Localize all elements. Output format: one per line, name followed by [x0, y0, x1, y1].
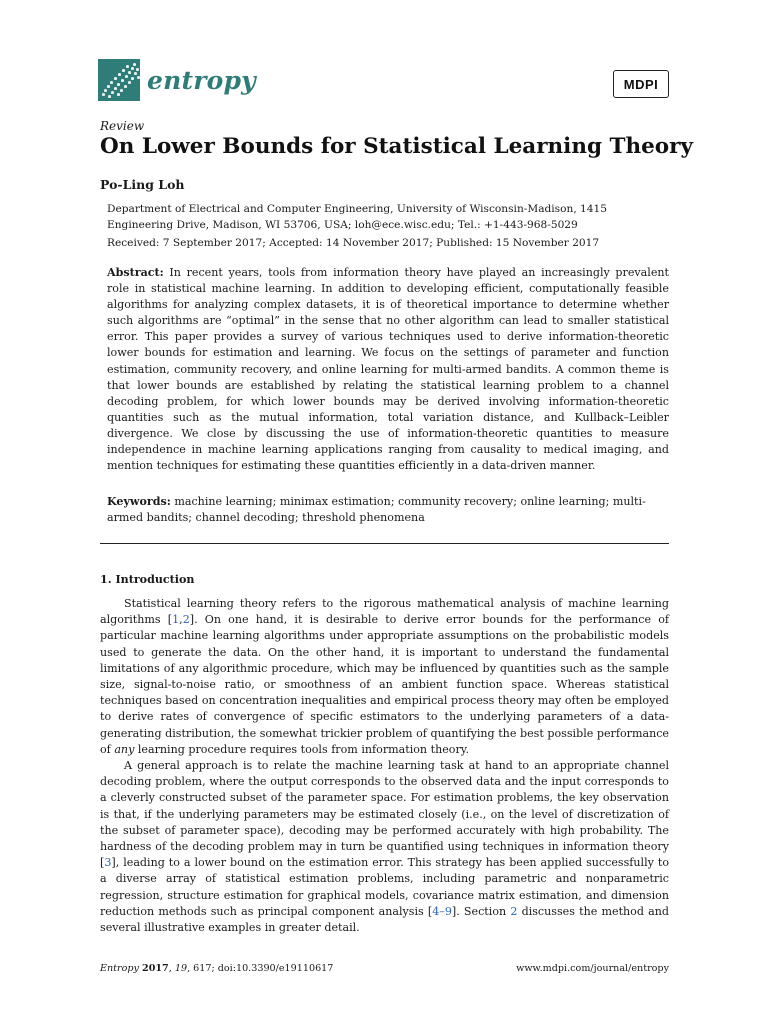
journal-logo[interactable] — [98, 58, 256, 102]
logo-dot — [136, 68, 139, 71]
footer-volume: 19 — [174, 963, 188, 974]
logo-dot — [126, 65, 129, 68]
logo-dot — [125, 75, 128, 78]
text-run: , — [179, 613, 183, 627]
section-heading: 1. Introduction — [100, 573, 195, 586]
text-run: ]. On one hand, it is desirable to derive error bounds for the performance of particular machine learning algorithms under appropriate assumptions on the probabilistic models used to generate the data. On the other hand, it is important to understand the fundamental limitations of any algorithmic procedure, which may be influenced by quantities such as the sample size, signal-to-noise ratio, or smoothness of an ambient function space. Whereas statistical techniques based on concentration inequalities and empirical process theory may often be employed to derive rates of convergence of specific estimators to the underlying parameters of a data-generating distribution, the somewhat trickier problem of quantifying the best possible performance of — [100, 613, 669, 756]
logo-dot — [128, 81, 131, 84]
footer-citation: Entropy 2017, 19, 617; doi:10.3390/e19110617 — [100, 963, 334, 974]
text-run: Statistical learning theory refers to the rigorous mathematical analysis of machine learning algorithms [ — [100, 597, 669, 627]
keywords-label: Keywords: — [107, 495, 171, 508]
abstract-label: Abstract: — [107, 266, 164, 279]
logo-dot — [122, 69, 125, 72]
logo-dot — [107, 85, 110, 88]
logo-dot — [117, 93, 120, 96]
text-run: discusses the method and several illustrative examples in greater detail. — [100, 904, 669, 935]
logo-dot — [131, 77, 134, 80]
footer-doi: , 617; doi:10.3390/e19110617 — [187, 963, 334, 974]
publisher-logo[interactable] — [613, 70, 669, 98]
emphasis-text: any — [114, 742, 135, 756]
logo-dot — [108, 95, 111, 98]
abstract-text: In recent years, tools from information theory have played an increasingly prevalent role in statistical machine learning. In addition to developing efficient, computationally feasible algorithms for analyzing complex datasets, it is of theoretical importance to determine whether such algorithms are “optimal” in the sense that no other algorithm can lead to smaller statistical error. This paper provides a survey of various techniques used to derive information-theoretic lower bounds for estimation and learning. We focus on the settings of parameter and function estimation, community recovery, and online learning for multi-armed bandits. A common theme is that lower bounds are established by relating the statistical learning problem to a channel decoding problem, for which lower bounds may be derived involving information-theoretic quantities such as the mutual information, total variation distance, and Kullback–Leibler divergence. We close by discussing the use of information-theoretic quantities to measure independence in machine learning applications ranging from causality to medical imaging, and mention techniques for estimating these quantities efficiently in a data-driven manner. — [107, 266, 669, 473]
section-divider — [100, 543, 669, 544]
citation-link[interactable]: 3 — [104, 856, 112, 870]
logo-dot — [114, 77, 117, 80]
logo-dot — [110, 81, 113, 84]
section-link[interactable]: 2 — [510, 904, 518, 918]
article-title: On Lower Bounds for Statistical Learning Theory — [100, 134, 693, 159]
logo-dot — [134, 72, 137, 75]
author-name: Po-Ling Loh — [100, 177, 185, 192]
logo-dot — [128, 71, 131, 74]
footer-url[interactable]: www.mdpi.com/journal/entropy — [516, 963, 669, 974]
logo-dot — [133, 63, 136, 66]
logo-dot — [131, 67, 134, 70]
paragraph-1 — [100, 596, 669, 758]
article-type: Review — [100, 119, 145, 133]
body-text — [100, 596, 669, 936]
journal-name: entropy — [147, 65, 256, 95]
footer-journal: Entropy — [100, 963, 139, 974]
text-run: ]. Section — [451, 904, 511, 918]
logo-dot — [124, 85, 127, 88]
keywords — [107, 494, 669, 526]
entropy-logo-icon — [98, 59, 140, 101]
keywords-text: machine learning; minimax estimation; community recovery; online learning; multi-armed bandits; channel decoding; threshold phenomena — [107, 495, 646, 524]
citation-link[interactable]: 1 — [172, 613, 180, 627]
logo-dot — [111, 91, 114, 94]
logo-dot — [118, 73, 121, 76]
logo-dot — [137, 76, 140, 79]
citation-link[interactable]: 2 — [182, 613, 190, 627]
publication-dates: Received: 7 September 2017; Accepted: 14 November 2017; Published: 15 November 2017 — [107, 237, 600, 249]
mdpi-icon: MDPI — [613, 70, 669, 98]
logo-dot — [102, 93, 105, 96]
author-affiliation: Department of Electrical and Computer Engineering, University of Wisconsin-Madison, 1415 Engineering Drive, Madison, WI 53706, USA; loh@ece.wisc.edu; Tel.: +1-443-968-5029 — [107, 203, 608, 231]
logo-dot — [104, 89, 107, 92]
logo-dot — [121, 79, 124, 82]
footer-year: 2017 — [142, 963, 169, 974]
logo-dot — [120, 89, 123, 92]
abstract — [107, 265, 669, 474]
logo-dot — [114, 87, 117, 90]
text-run: A general approach is to relate the machine learning task at hand to an appropriate channel decoding problem, where the output corresponds to the observed data and the input corresponds to a cleverly constructed subset of the parameter space. For estimation problems, the key observation is that, if the underlying parameters may be estimated closely (i.e., on the level of discretization of the subset of parameter space), decoding may be performed accurately with high probability. The hardness of the decoding problem may in turn be quantified using techniques in information theory [ — [100, 759, 669, 870]
text-run: ], leading to a lower bound on the estimation error. This strategy has been applied successfully to a diverse array of statistical estimation problems, including parametric and nonparametric regression, structure estimation for graphical models, covariance matrix estimation, and dimension reduction methods such as principal component analysis [ — [100, 856, 669, 918]
logo-dot — [117, 83, 120, 86]
text-run: learning procedure requires tools from information theory. — [134, 742, 470, 756]
citation-link[interactable]: 4–9 — [432, 904, 452, 918]
paragraph-2 — [100, 758, 669, 936]
